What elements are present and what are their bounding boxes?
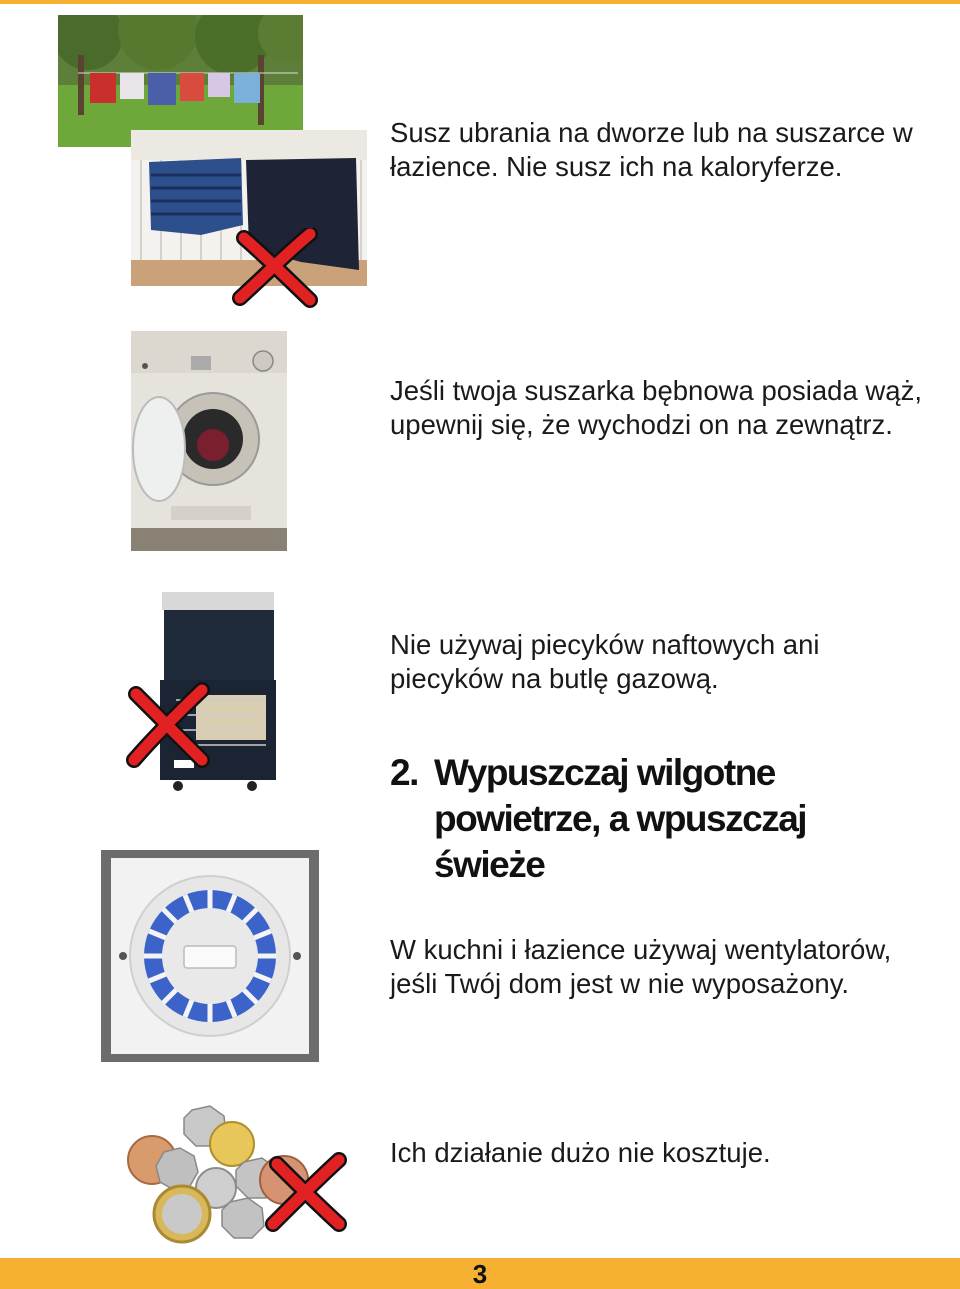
page-number: 3 <box>472 1259 488 1289</box>
tumble-dryer-text: Jeśli twoja suszarka bębnowa posiada wąż, upewnij się, że wychodzi on na zewnątrz. <box>390 375 922 440</box>
extractor-fan-photo <box>101 850 319 1062</box>
top-accent-bar <box>0 0 960 4</box>
red-cross-icon <box>265 1152 347 1234</box>
drying-outside-text: Susz ubrania na dworze lub na suszarce w łazience. Nie susz ich na kaloryferze. <box>390 117 913 182</box>
red-cross-icon <box>232 228 318 308</box>
washing-line-photo <box>58 15 303 147</box>
fans-text: W kuchni i łazience używaj wentylatorów, jeśli Twój dom jest w nie wyposażony. <box>390 934 892 999</box>
section-title: Wypuszczaj wilgotne powietrze, a wpuszczaj świeże <box>434 752 807 885</box>
red-cross-icon <box>124 682 210 770</box>
cost-text: Ich działanie dużo nie kosztuje. <box>390 1137 771 1168</box>
section-number: 2. <box>390 752 418 793</box>
tumble-dryer-photo <box>131 331 287 551</box>
heaters-text: Nie używaj piecyków naftowych ani piecyków na butlę gazową. <box>390 629 820 694</box>
